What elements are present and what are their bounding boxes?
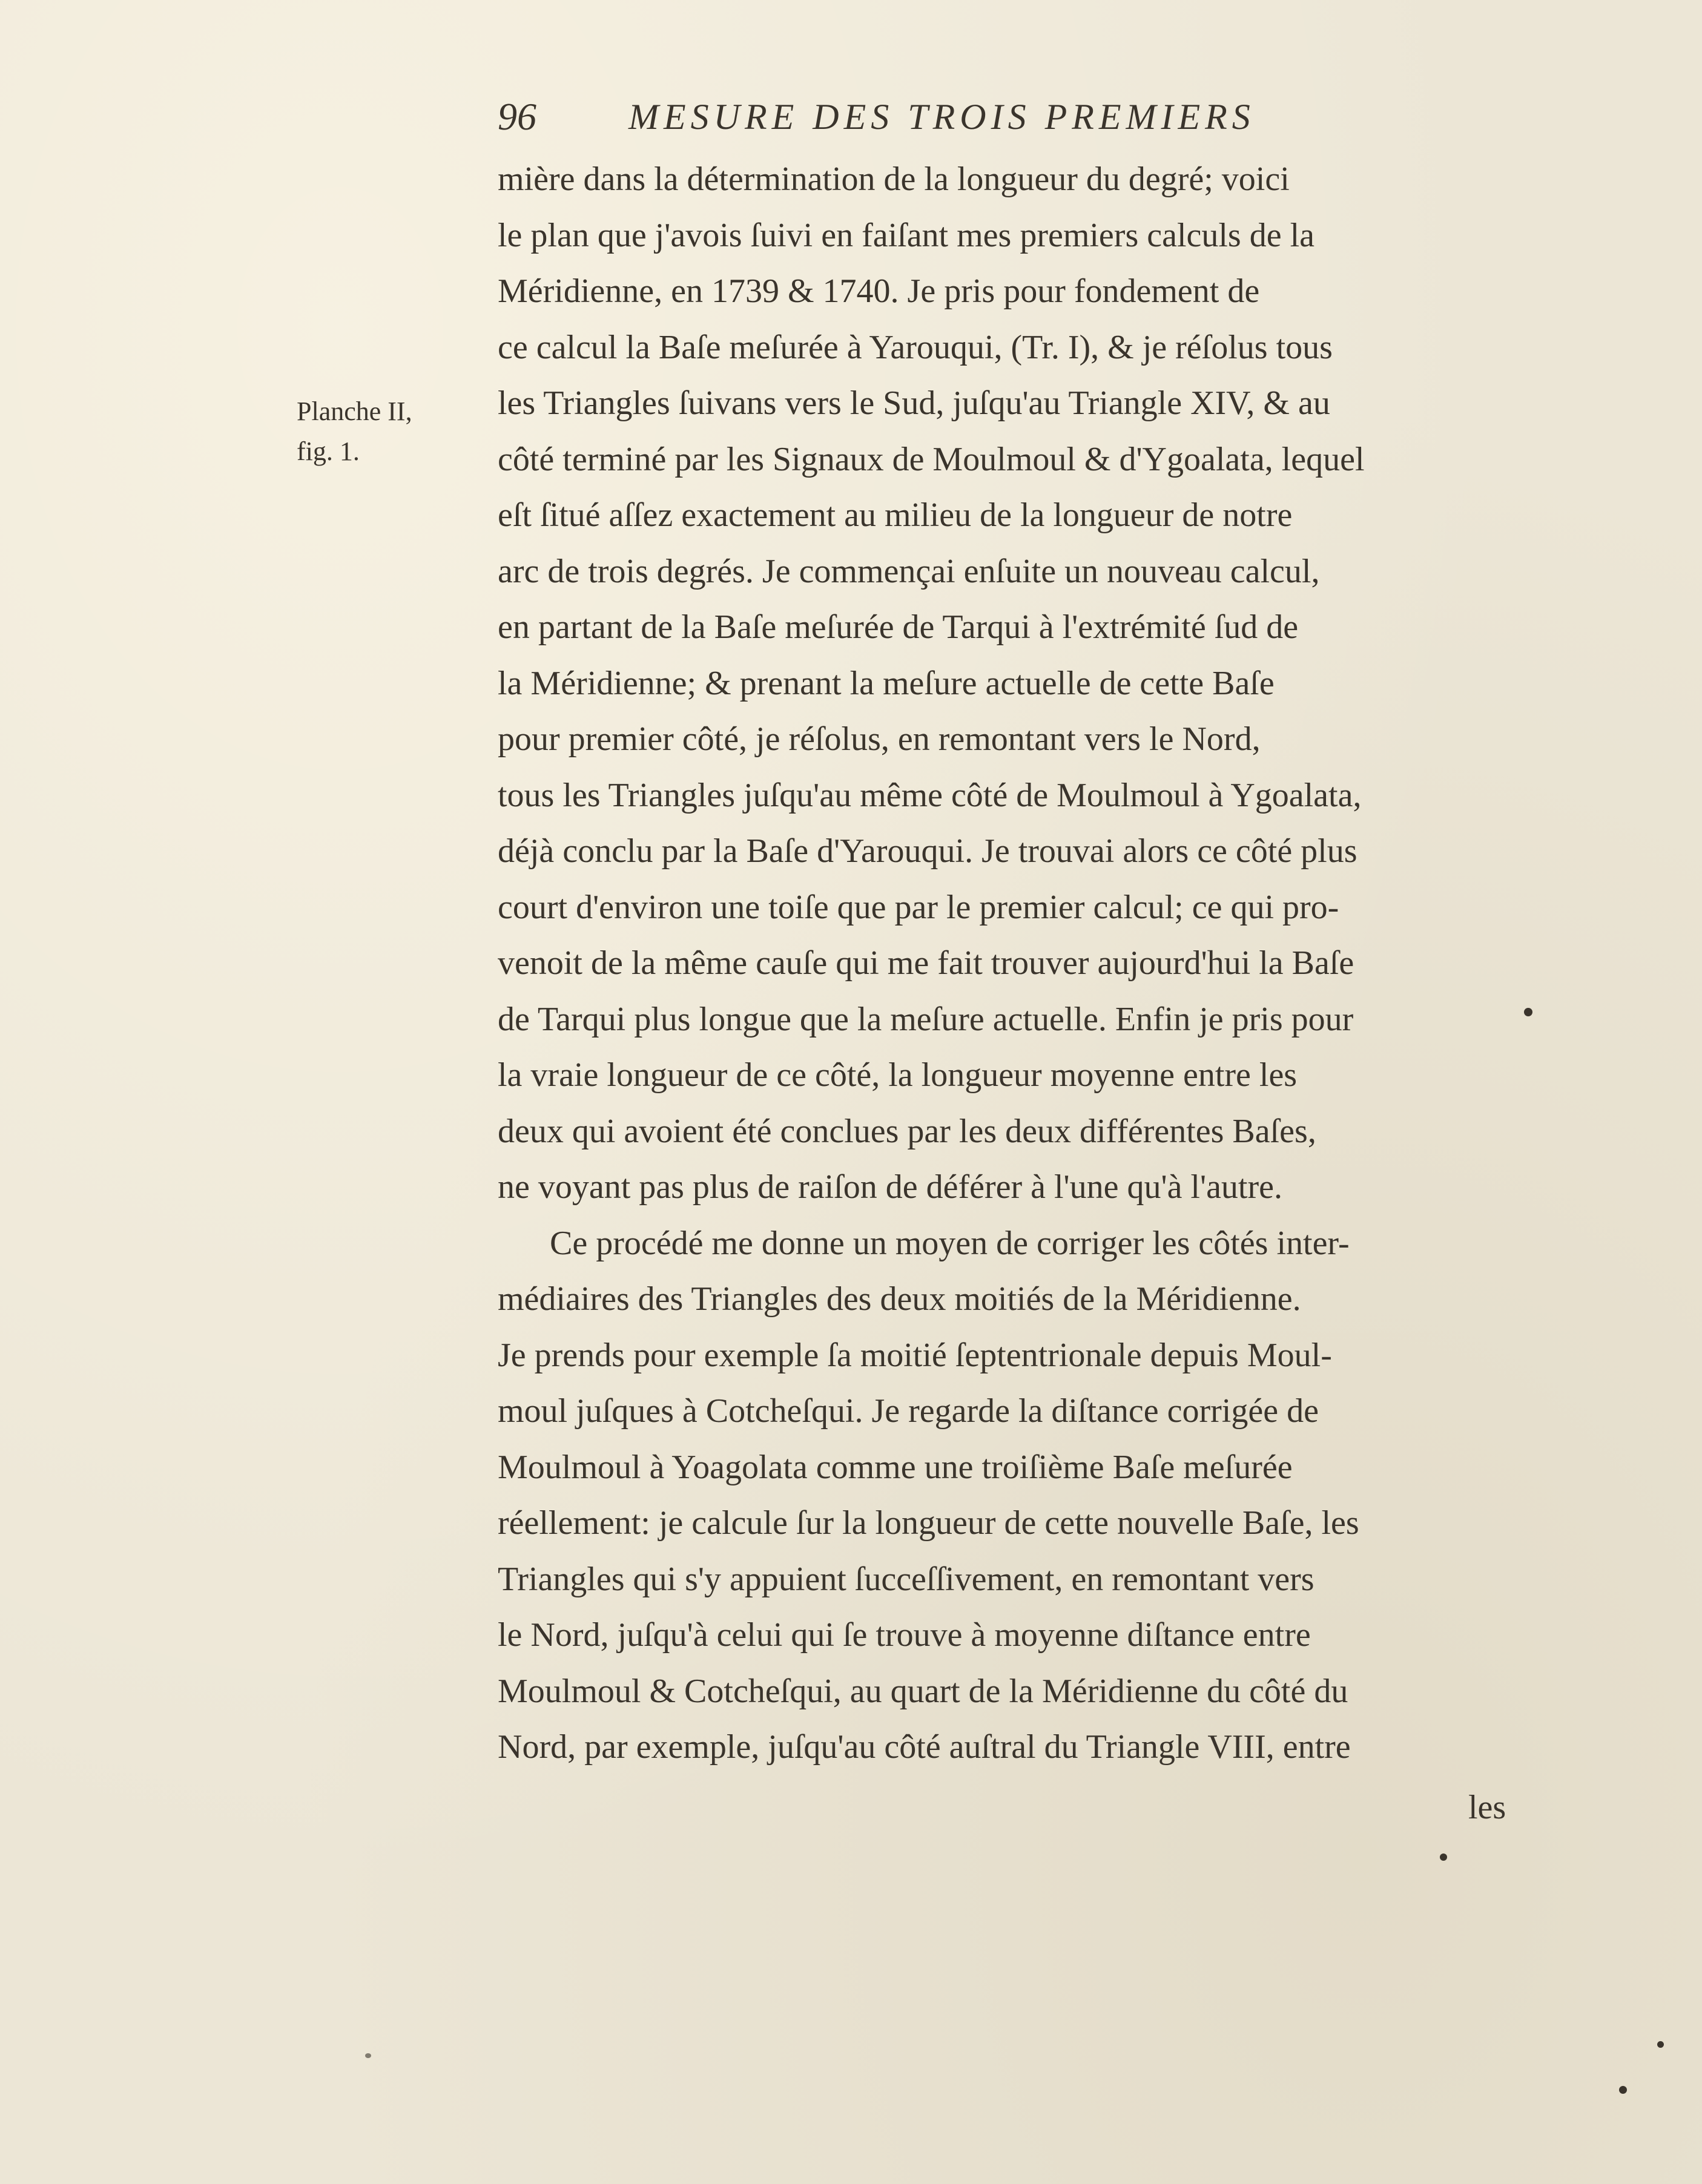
text-line: deux qui avoient été conclues par les deux différentes Baſes, (498, 1112, 1316, 1150)
text-line: la vraie longueur de ce côté, la longueur moyenne entre les (498, 1056, 1298, 1094)
text-line: Méridienne, en 1739 & 1740. Je pris pour fondement de (498, 272, 1260, 310)
page-number: 96 (498, 95, 536, 138)
text-line: venoit de la même cauſe qui me fait trouver aujourd'hui la Baſe (498, 944, 1354, 982)
text-line: médiaires des Triangles des deux moitiés de la Méridienne. (498, 1280, 1301, 1318)
ink-speck (1619, 2086, 1627, 2094)
text-line: de Tarqui plus longue que la meſure actuelle. Enfin je pris pour (498, 1000, 1354, 1038)
text-line: déjà conclu par la Baſe d'Yarouqui. Je trouvai alors ce côté plus (498, 832, 1357, 870)
text-line-paragraph-start: Ce procédé me donne un moyen de corriger les côtés inter- (550, 1224, 1350, 1262)
ink-speck (1440, 1853, 1447, 1861)
text-line: pour premier côté, je réſolus, en remontant vers le Nord, (498, 720, 1261, 758)
text-line: Moulmoul à Yoagolata comme une troiſième Baſe meſurée (498, 1448, 1293, 1486)
text-line: ne voyant pas plus de raiſon de déférer à l'une qu'à l'autre. (498, 1168, 1282, 1206)
catchword: les (1468, 1789, 1506, 1826)
text-line: Nord, par exemple, juſqu'au côté auſtral du Triangle VIII, entre (498, 1728, 1351, 1766)
text-line: Triangles qui s'y appuient ſucceſſivement, en remontant vers (498, 1560, 1314, 1598)
ink-speck (365, 2053, 371, 2058)
text-line: arc de trois degrés. Je commençai enſuite un nouveau calcul, (498, 552, 1320, 590)
text-line: Moulmoul & Cotcheſqui, au quart de la Méridienne du côté du (498, 1672, 1348, 1710)
text-line: la Méridienne; & prenant la meſure actuelle de cette Baſe (498, 664, 1275, 702)
ink-speck (1657, 2041, 1664, 2048)
text-line: le Nord, juſqu'à celui qui ſe trouve à moyenne diſtance entre (498, 1616, 1311, 1654)
text-line: en partant de la Baſe meſurée de Tarqui à l'extrémité ſud de (498, 608, 1299, 646)
margin-note-plate: Planche II, (297, 396, 412, 426)
margin-note-figure: fig. 1. (297, 436, 360, 466)
ink-speck (1524, 1008, 1532, 1016)
text-line: les Triangles ſuivans vers le Sud, juſqu'au Triangle XIV, & au (498, 384, 1330, 422)
running-title: MESURE DES TROIS PREMIERS (628, 97, 1255, 137)
text-line: le plan que j'avois ſuivi en faiſant mes premiers calculs de la (498, 216, 1314, 254)
text-line: côté terminé par les Signaux de Moulmoul & d'Ygoalata, lequel (498, 440, 1365, 478)
text-line: moul juſques à Cotcheſqui. Je regarde la diſtance corrigée de (498, 1392, 1319, 1430)
text-line: court d'environ une toiſe que par le premier calcul; ce qui pro- (498, 888, 1339, 926)
running-head (498, 90, 1406, 144)
text-line: eſt ſitué aſſez exactement au milieu de la longueur de notre (498, 496, 1293, 534)
text-line: tous les Triangles juſqu'au même côté de Moulmoul à Ygoalata, (498, 776, 1362, 814)
text-line: réellement: je calcule ſur la longueur de cette nouvelle Baſe, les (498, 1504, 1359, 1542)
text-line: ce calcul la Baſe meſurée à Yarouqui, (Tr. I), & je réſolus tous (498, 328, 1333, 366)
body-text (498, 151, 1503, 1775)
text-line: Je prends pour exemple ſa moitié ſeptentrionale depuis Moul- (498, 1336, 1332, 1374)
text-line: mière dans la détermination de la longueur du degré; voici (498, 160, 1290, 198)
